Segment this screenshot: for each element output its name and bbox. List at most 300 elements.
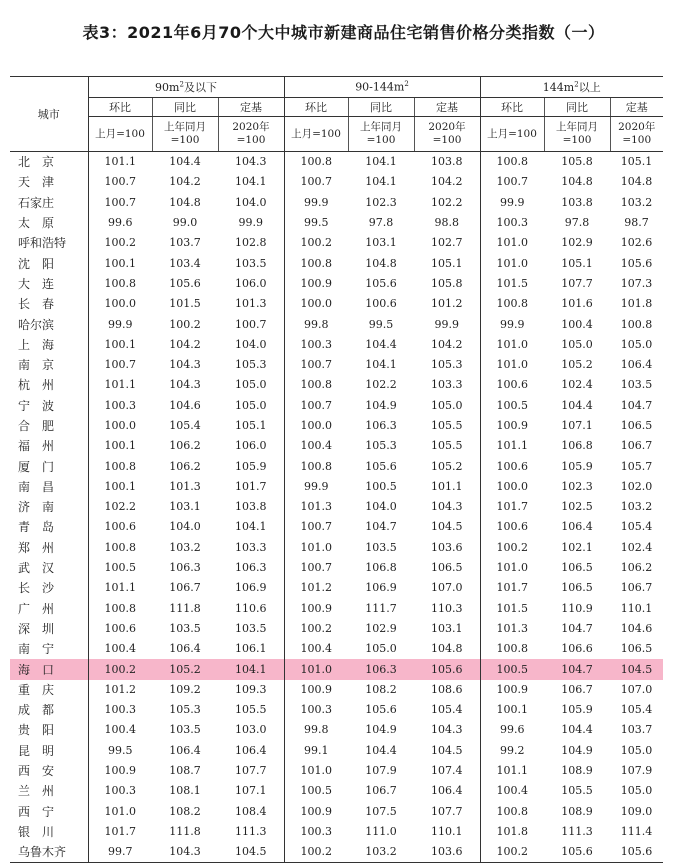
value-cell: 105.0 — [365, 642, 397, 656]
value-cell: 111.4 — [620, 824, 653, 838]
table-row — [10, 599, 663, 619]
value-cell: 101.1 — [480, 436, 544, 456]
value-cell: 106.6 — [561, 642, 593, 656]
value-cell: 99.2 — [480, 741, 544, 761]
value-cell: 105.6 — [365, 459, 397, 473]
value-cell: 104.3 — [235, 155, 267, 169]
sub-header-fixed: 定基 — [610, 98, 663, 117]
city-cell: 沈 阳 — [18, 256, 55, 271]
value-cell: 103.2 — [348, 842, 414, 863]
value-cell: 108.9 — [561, 804, 593, 818]
value-cell: 105.0 — [620, 784, 653, 798]
value-cell: 99.8 — [284, 314, 348, 334]
value-cell: 105.9 — [235, 459, 267, 473]
value-cell: 103.6 — [431, 540, 463, 554]
table-row — [10, 700, 663, 720]
value-cell: 103.5 — [235, 621, 267, 635]
value-cell: 105.2 — [431, 459, 463, 473]
value-cell: 105.1 — [235, 419, 267, 432]
value-cell: 103.8 — [431, 155, 463, 169]
base-header-yoy — [152, 117, 218, 152]
value-cell: 104.5 — [610, 659, 663, 679]
table-row — [10, 375, 663, 395]
base-label-line2: =100 — [432, 134, 462, 146]
city-cell: 厦 门 — [18, 459, 55, 474]
value-cell: 100.0 — [480, 477, 544, 497]
value-cell: 104.1 — [235, 175, 267, 189]
city-cell: 南 京 — [18, 358, 55, 373]
value-cell: 100.9 — [284, 802, 348, 822]
value-cell: 103.2 — [169, 540, 201, 554]
value-cell: 100.8 — [480, 294, 544, 314]
value-cell: 106.7 — [620, 439, 653, 453]
value-cell: 99.6 — [480, 720, 544, 740]
value-cell: 100.1 — [88, 335, 152, 355]
value-cell: 111.8 — [169, 824, 201, 838]
value-cell: 104.8 — [620, 175, 653, 189]
value-cell: 104.7 — [561, 621, 593, 635]
value-cell: 103.3 — [431, 378, 463, 392]
value-cell: 100.5 — [365, 479, 397, 493]
value-cell: 104.3 — [152, 842, 218, 863]
city-cell: 兰 州 — [18, 784, 55, 799]
value-cell: 100.3 — [480, 213, 544, 233]
city-cell: 石家庄 — [18, 195, 55, 210]
value-cell: 105.7 — [620, 459, 653, 473]
value-cell: 99.9 — [434, 317, 459, 331]
value-cell: 105.3 — [365, 439, 397, 453]
value-cell: 99.9 — [480, 193, 544, 213]
city-cell: 乌鲁木齐 — [10, 842, 88, 863]
value-cell: 107.3 — [620, 276, 653, 290]
table-row — [10, 193, 663, 213]
value-cell: 107.9 — [365, 764, 397, 778]
value-cell: 104.6 — [169, 398, 201, 412]
value-cell: 110.9 — [561, 601, 593, 615]
value-cell: 100.3 — [88, 700, 152, 720]
value-cell: 104.5 — [431, 743, 463, 757]
value-cell: 100.4 — [480, 781, 544, 801]
base-label-line1: 2020年 — [232, 121, 270, 133]
city-cell: 昆 明 — [18, 743, 55, 758]
value-cell: 100.2 — [88, 233, 152, 253]
value-cell: 104.0 — [169, 520, 201, 534]
value-cell: 105.9 — [561, 703, 593, 717]
value-cell: 111.7 — [365, 601, 397, 615]
value-cell: 106.5 — [620, 642, 653, 656]
value-cell: 104.4 — [365, 743, 397, 757]
value-cell: 106.8 — [365, 561, 397, 575]
value-cell: 100.7 — [284, 172, 348, 192]
table-row — [10, 233, 663, 253]
value-cell: 104.6 — [620, 621, 653, 635]
base-label-line1: 上年同月 — [164, 121, 206, 133]
city-cell: 宁 波 — [18, 398, 55, 413]
value-cell: 100.3 — [284, 700, 348, 720]
base-label-line2: =100 — [170, 134, 200, 146]
table-row — [10, 741, 663, 761]
value-cell: 103.7 — [620, 723, 653, 737]
value-cell: 104.9 — [365, 398, 397, 412]
value-cell: 99.9 — [88, 314, 152, 334]
value-cell: 102.6 — [620, 236, 653, 250]
value-cell: 100.4 — [284, 436, 348, 456]
value-cell: 105.1 — [620, 155, 653, 169]
value-cell: 100.5 — [480, 396, 544, 416]
value-cell: 102.8 — [235, 236, 267, 250]
value-cell: 102.3 — [365, 195, 397, 209]
value-cell: 104.8 — [365, 256, 397, 270]
value-cell: 105.2 — [152, 659, 218, 679]
value-cell: 105.1 — [561, 256, 593, 270]
table-row — [10, 822, 663, 842]
value-cell: 105.4 — [169, 419, 201, 432]
city-cell: 天 津 — [18, 175, 55, 190]
value-cell: 102.1 — [561, 540, 593, 554]
value-cell: 105.6 — [610, 842, 663, 863]
value-cell: 110.3 — [431, 601, 463, 615]
value-cell: 106.4 — [620, 358, 653, 372]
value-cell: 102.0 — [620, 479, 653, 493]
value-cell: 100.5 — [88, 558, 152, 578]
value-cell: 106.3 — [169, 561, 201, 575]
value-cell: 108.2 — [169, 804, 201, 818]
value-cell: 105.6 — [620, 256, 653, 270]
value-cell: 100.5 — [480, 659, 544, 679]
city-cell: 贵 阳 — [18, 723, 55, 738]
value-cell: 105.6 — [365, 703, 397, 717]
value-cell: 104.3 — [431, 723, 463, 737]
value-cell: 107.5 — [365, 804, 397, 818]
value-cell: 104.0 — [235, 195, 267, 209]
value-cell: 111.3 — [235, 824, 267, 838]
sub-header-yoy: 同比 — [348, 98, 414, 117]
value-cell: 104.3 — [431, 500, 463, 514]
table-row — [10, 761, 663, 781]
value-cell: 101.3 — [235, 297, 267, 311]
table-row — [10, 274, 663, 294]
value-cell: 100.4 — [284, 639, 348, 659]
city-cell: 西 安 — [18, 764, 55, 779]
value-cell: 104.7 — [620, 398, 653, 412]
value-cell: 101.0 — [480, 355, 544, 375]
base-label-line2: =100 — [366, 134, 396, 146]
value-cell: 106.0 — [235, 276, 267, 290]
value-cell: 100.8 — [284, 152, 348, 173]
value-cell: 100.6 — [88, 619, 152, 639]
value-cell: 100.7 — [284, 355, 348, 375]
sub-header-row — [10, 98, 663, 117]
value-cell: 100.8 — [480, 802, 544, 822]
value-cell: 104.7 — [544, 659, 610, 679]
value-cell: 100.8 — [284, 375, 348, 395]
value-cell: 100.2 — [88, 659, 152, 679]
base-header-fixed — [610, 117, 663, 152]
value-cell: 100.6 — [480, 375, 544, 395]
value-cell: 107.7 — [235, 764, 267, 778]
value-cell: 105.4 — [620, 703, 653, 717]
value-cell: 107.1 — [235, 784, 267, 798]
value-cell: 102.9 — [561, 236, 593, 250]
value-cell: 106.5 — [620, 419, 653, 432]
table-row — [10, 802, 663, 822]
table-row — [10, 294, 663, 314]
value-cell: 106.9 — [235, 581, 267, 595]
value-cell: 100.8 — [88, 599, 152, 619]
value-cell: 106.5 — [561, 581, 593, 595]
value-cell: 98.8 — [434, 216, 459, 230]
value-cell: 100.8 — [284, 456, 348, 476]
value-cell: 101.3 — [480, 619, 544, 639]
city-cell: 海 口 — [10, 659, 88, 679]
value-cell: 99.9 — [284, 477, 348, 497]
value-cell: 104.3 — [169, 378, 201, 392]
value-cell: 108.7 — [169, 764, 201, 778]
value-cell: 101.5 — [169, 297, 201, 311]
value-cell: 100.4 — [88, 639, 152, 659]
value-cell: 101.2 — [284, 578, 348, 598]
value-cell: 106.7 — [561, 682, 593, 696]
price-index-table — [10, 76, 663, 863]
value-cell: 100.3 — [284, 822, 348, 842]
value-cell: 100.2 — [284, 619, 348, 639]
value-cell: 107.7 — [561, 276, 593, 290]
table-row — [10, 396, 663, 416]
table-row — [10, 355, 663, 375]
value-cell: 100.7 — [284, 517, 348, 537]
value-cell: 105.3 — [431, 358, 463, 372]
value-cell: 100.2 — [480, 538, 544, 558]
base-header-yoy — [348, 117, 414, 152]
value-cell: 104.2 — [169, 175, 201, 189]
value-cell: 104.4 — [561, 398, 593, 412]
value-cell: 99.9 — [238, 216, 263, 230]
value-cell: 103.7 — [169, 236, 201, 250]
value-cell: 101.7 — [88, 822, 152, 842]
city-cell: 济 南 — [18, 500, 55, 515]
table-row — [10, 152, 663, 173]
value-cell: 104.2 — [431, 175, 463, 189]
table-row — [10, 213, 663, 233]
city-cell: 成 都 — [18, 703, 55, 718]
value-cell: 105.9 — [561, 459, 593, 473]
value-cell: 100.8 — [284, 253, 348, 273]
value-cell: 101.7 — [480, 578, 544, 598]
value-cell: 110.1 — [431, 824, 463, 838]
table-row — [10, 659, 663, 679]
table-row — [10, 619, 663, 639]
value-cell: 101.1 — [88, 375, 152, 395]
sub-header-fixed: 定基 — [218, 98, 284, 117]
base-header-fixed — [218, 117, 284, 152]
table-header — [10, 77, 663, 152]
value-cell: 100.5 — [284, 781, 348, 801]
value-cell: 104.4 — [365, 337, 397, 351]
value-cell: 101.0 — [284, 538, 348, 558]
value-cell: 104.4 — [169, 155, 201, 169]
value-cell: 106.7 — [620, 581, 653, 595]
value-cell: 100.7 — [88, 355, 152, 375]
value-cell: 100.2 — [284, 842, 348, 863]
value-cell: 103.8 — [235, 500, 267, 514]
base-header-mom: 上月=100 — [480, 117, 544, 152]
value-cell: 101.1 — [88, 152, 152, 173]
value-cell: 105.6 — [414, 659, 480, 679]
value-cell: 106.4 — [169, 743, 201, 757]
value-cell: 100.6 — [480, 517, 544, 537]
value-cell: 104.2 — [169, 337, 201, 351]
value-cell: 105.8 — [561, 155, 593, 169]
value-cell: 100.7 — [284, 396, 348, 416]
city-cell: 重 庆 — [18, 682, 55, 697]
value-cell: 99.9 — [480, 314, 544, 334]
base-label-line1: 2020年 — [618, 121, 656, 133]
value-cell: 106.3 — [365, 419, 397, 432]
value-cell: 100.9 — [284, 680, 348, 700]
value-cell: 103.2 — [620, 500, 653, 514]
value-cell: 100.9 — [480, 680, 544, 700]
city-cell: 杭 州 — [18, 378, 55, 393]
table-row — [10, 517, 663, 537]
value-cell: 106.0 — [235, 439, 267, 453]
base-label-line2: =100 — [562, 134, 592, 146]
value-cell: 103.4 — [169, 256, 201, 270]
group-header-large: $144m^2$以上 — [480, 77, 663, 98]
value-cell: 101.2 — [431, 297, 463, 311]
value-cell: 101.2 — [88, 680, 152, 700]
value-cell: 100.7 — [235, 317, 267, 331]
value-cell: 105.6 — [365, 276, 397, 290]
value-cell: 106.4 — [169, 642, 201, 656]
value-cell: 106.7 — [169, 581, 201, 595]
value-cell: 104.8 — [561, 175, 593, 189]
value-cell: 104.4 — [561, 723, 593, 737]
city-cell: 合 肥 — [18, 419, 55, 433]
value-cell: 100.0 — [88, 416, 152, 436]
value-cell: 108.6 — [431, 682, 463, 696]
value-cell: 110.6 — [235, 601, 267, 615]
value-cell: 101.5 — [480, 599, 544, 619]
table-row — [10, 578, 663, 598]
table-row — [10, 842, 663, 863]
group-header-small: $90m^2$及以下 — [88, 77, 284, 98]
value-cell: 105.6 — [544, 842, 610, 863]
value-cell: 101.0 — [88, 802, 152, 822]
value-cell: 103.3 — [235, 540, 267, 554]
value-cell: 101.0 — [480, 335, 544, 355]
value-cell: 105.4 — [620, 520, 653, 534]
table-row — [10, 680, 663, 700]
table-row — [10, 477, 663, 497]
value-cell: 100.2 — [480, 842, 544, 863]
city-cell: 青 岛 — [18, 520, 55, 535]
value-cell: 100.4 — [561, 317, 593, 331]
base-header-mom: 上月=100 — [284, 117, 348, 152]
value-cell: 105.2 — [561, 358, 593, 372]
value-cell: 109.2 — [169, 682, 201, 696]
value-cell: 100.9 — [284, 599, 348, 619]
value-cell: 100.3 — [88, 781, 152, 801]
value-cell: 108.2 — [365, 682, 397, 696]
value-cell: 101.7 — [235, 479, 267, 493]
base-header-yoy — [544, 117, 610, 152]
value-cell: 102.4 — [620, 540, 653, 554]
table-row — [10, 558, 663, 578]
table-row — [10, 253, 663, 273]
value-cell: 99.1 — [284, 741, 348, 761]
value-cell: 99.7 — [88, 842, 152, 863]
city-cell: 西 宁 — [18, 804, 55, 819]
value-cell: 102.2 — [365, 378, 397, 392]
base-header-row — [10, 117, 663, 152]
table-row — [10, 416, 663, 436]
value-cell: 104.1 — [218, 659, 284, 679]
base-label-line1: 上年同月 — [556, 121, 598, 133]
value-cell: 103.5 — [169, 723, 201, 737]
value-cell: 106.2 — [169, 459, 201, 473]
table-row — [10, 314, 663, 334]
value-cell: 104.3 — [169, 358, 201, 372]
value-cell: 100.2 — [284, 233, 348, 253]
value-cell: 107.1 — [561, 419, 593, 432]
value-cell: 100.8 — [88, 538, 152, 558]
value-cell: 100.7 — [88, 193, 152, 213]
city-cell: 长 春 — [18, 297, 55, 312]
table-row — [10, 781, 663, 801]
base-label-line2: =100 — [622, 134, 652, 146]
value-cell: 100.2 — [169, 317, 201, 331]
value-cell: 105.0 — [235, 378, 267, 392]
value-cell: 105.5 — [235, 703, 267, 717]
value-cell: 105.0 — [235, 398, 267, 412]
value-cell: 103.0 — [235, 723, 267, 737]
value-cell: 101.5 — [480, 274, 544, 294]
value-cell: 104.8 — [169, 195, 201, 209]
value-cell: 101.0 — [284, 761, 348, 781]
sub-header-mom: 环比 — [284, 98, 348, 117]
table-row — [10, 720, 663, 740]
value-cell: 106.4 — [561, 520, 593, 534]
value-cell: 105.0 — [561, 337, 593, 351]
city-cell: 南 宁 — [18, 642, 55, 657]
value-cell: 104.5 — [431, 520, 463, 534]
value-cell: 100.6 — [365, 297, 397, 311]
value-cell: 104.1 — [235, 520, 267, 534]
value-cell: 105.5 — [561, 784, 593, 798]
city-cell: 深 圳 — [18, 621, 55, 636]
sub-header-mom: 环比 — [480, 98, 544, 117]
value-cell: 105.0 — [620, 743, 653, 757]
value-cell: 104.5 — [218, 842, 284, 863]
value-cell: 100.6 — [88, 517, 152, 537]
value-cell: 103.8 — [561, 195, 593, 209]
sub-header-yoy: 同比 — [544, 98, 610, 117]
value-cell: 102.2 — [88, 497, 152, 517]
value-cell: 104.2 — [431, 337, 463, 351]
value-cell: 106.2 — [169, 439, 201, 453]
value-cell: 104.1 — [365, 358, 397, 372]
city-column-header: 城市 — [10, 77, 88, 152]
value-cell: 101.0 — [480, 253, 544, 273]
value-cell: 100.7 — [88, 172, 152, 192]
value-cell: 104.1 — [365, 175, 397, 189]
value-cell: 111.3 — [561, 824, 593, 838]
value-cell: 100.0 — [284, 294, 348, 314]
value-cell: 100.9 — [88, 761, 152, 781]
value-cell: 103.5 — [235, 256, 267, 270]
value-cell: 100.1 — [88, 253, 152, 273]
sub-header-fixed: 定基 — [414, 98, 480, 117]
